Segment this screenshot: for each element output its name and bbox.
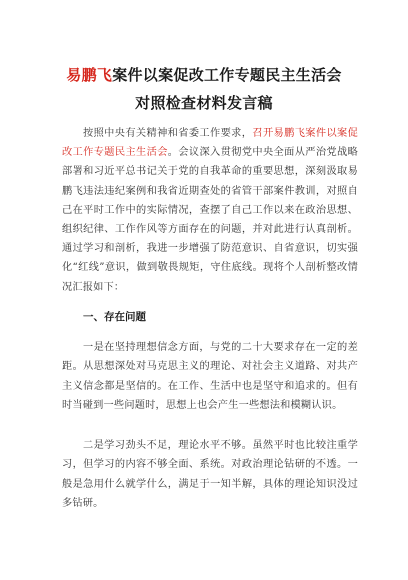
paragraph-ideals: 一是在坚持理想信念方面，与党的二十大要求存在一定的差距。从思想深处对马克思主义的理论、对社会主义道路、对共产主义信念都是坚信的。在工作、生活中也是坚守和追求的。但有时当碰到一些问题时，思想上也会产生一些想法和模糊认识。 [62,342,358,412]
title-line1-text: 案件以案促改工作专题民主生活会 [112,66,342,84]
intro-highlight-text: 召开易鹏飞案件以案促改工作专题民主生活会 [62,128,359,159]
section-heading-problems: 一、存在问题 [83,311,146,323]
title-highlight-name: 易鹏飞 [66,66,113,84]
intro-rest-text: 。会议深入贯彻党中央全面从严治党战略部署和习近平总书记关于党的自我革命的重要思想，深刻汲取易鹏飞违法违纪案例和我省近期查处的省管干部案件教训，对照自己在平时工作中的实际情况，查摆了自己工作以来在政治思想、组织纪律、工作作风等方面存在的问题，并对此进行认真剖析。通过学习和剖析，我进一步增强了防范意识、自省意识，切实强化“红线”意识，做到敬畏规矩，守住底线。现将个人剖析整改情况汇报如下： [62,147,358,293]
intro-lead-text: 按照中央有关精神和省委工作要求， [83,128,253,139]
paragraph-study: 二是学习劲头不足，理论水平不够。虽然平时也比较注重学习，但学习的内容不够全面、系统。对政治理论钻研的不透。一般是急用什么就学什么，满足于一知半解，具体的理论知识没过多钻研。 [62,440,358,510]
document-title-line1 [0,64,408,85]
intro-paragraph [62,124,358,297]
document-title-line2: 对照检查材料发言稿 [135,94,273,112]
